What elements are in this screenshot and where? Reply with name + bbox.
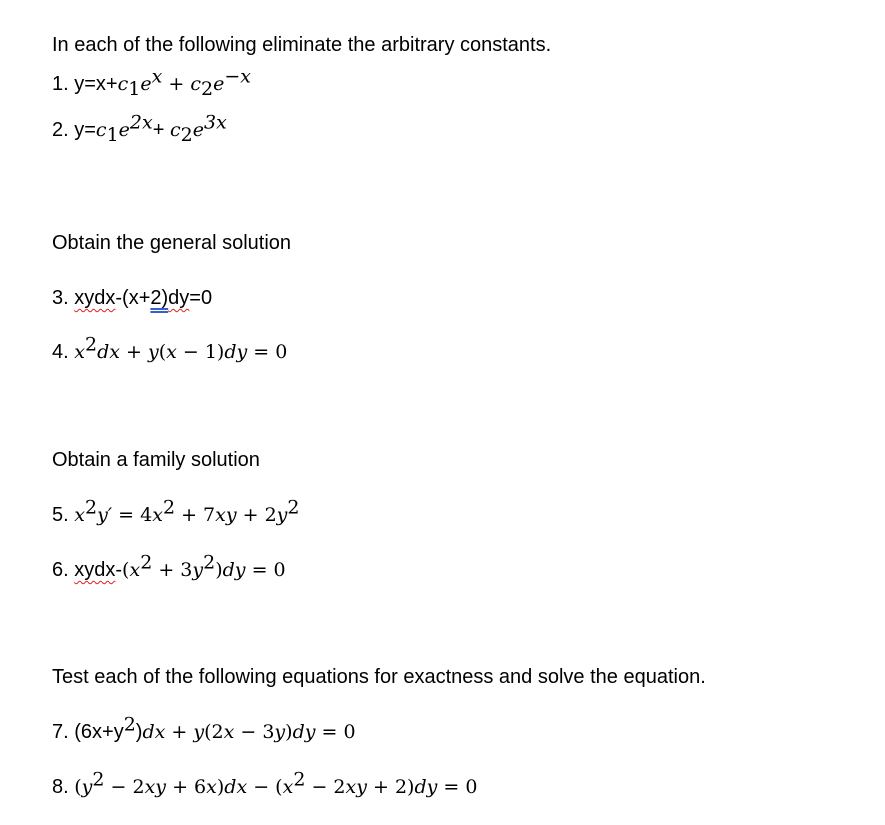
math-script: 2 bbox=[162, 496, 176, 519]
math-script: 2 bbox=[92, 768, 105, 791]
text-segment: ( bbox=[74, 776, 82, 798]
text-segment: 6. bbox=[52, 559, 75, 581]
text-segment: x bbox=[152, 504, 163, 526]
text-segment: ) bbox=[216, 776, 225, 798]
text-segment: 2. y= bbox=[52, 119, 96, 141]
text-segment: + 2) bbox=[366, 776, 415, 798]
text-segment: − 3 bbox=[234, 721, 275, 743]
text-segment: + bbox=[165, 721, 194, 743]
text-segment: c bbox=[117, 73, 129, 95]
text-segment: + bbox=[162, 73, 191, 95]
text-segment: ) bbox=[285, 721, 293, 743]
heading-general bbox=[52, 231, 291, 255]
math-script: 1 bbox=[106, 124, 119, 146]
text-segment: c bbox=[95, 119, 107, 141]
math-script: 2 bbox=[287, 496, 300, 519]
heading-family bbox=[52, 448, 260, 472]
text-segment: In each of the following eliminate the arbitrary constants. bbox=[52, 34, 552, 56]
text-segment: − 2 bbox=[104, 776, 145, 798]
text-segment: xydx bbox=[74, 559, 116, 581]
text-segment: dx bbox=[142, 721, 166, 743]
text-segment: xy bbox=[215, 504, 237, 526]
text-segment: 2) bbox=[150, 287, 169, 309]
text-segment: xydx bbox=[74, 287, 116, 309]
text-segment: Test each of the following equations for exactness and solve the equation. bbox=[52, 666, 706, 688]
math-script: 2 bbox=[84, 333, 98, 356]
text-segment: = 4 bbox=[112, 504, 153, 526]
math-script: 3x bbox=[203, 111, 227, 134]
text-segment: = 0 bbox=[247, 341, 288, 363]
text-segment: + bbox=[119, 341, 148, 363]
text-segment: ) bbox=[215, 559, 223, 581]
text-segment: 7. (6x+y bbox=[52, 721, 124, 743]
text-segment: 3. bbox=[52, 287, 75, 309]
text-segment: y bbox=[276, 504, 288, 526]
problem-5 bbox=[52, 496, 300, 527]
heading-exactness bbox=[52, 665, 706, 689]
math-script: 2 bbox=[123, 713, 136, 736]
problem-8 bbox=[52, 768, 478, 799]
text-segment: c bbox=[190, 73, 201, 95]
text-segment: 4. bbox=[52, 341, 75, 363]
text-segment: ) bbox=[135, 721, 143, 743]
text-segment: =0 bbox=[189, 287, 213, 309]
text-segment: x bbox=[74, 504, 85, 526]
text-segment: ( bbox=[122, 559, 130, 581]
text-segment: e bbox=[192, 119, 204, 141]
math-script: 2 bbox=[203, 551, 216, 574]
text-segment: − ( bbox=[247, 776, 283, 798]
problem-6 bbox=[52, 551, 286, 582]
text-segment: + 6 bbox=[166, 776, 207, 798]
text-segment: y bbox=[147, 341, 159, 363]
problem-3 bbox=[52, 286, 212, 310]
text-segment: Obtain the general solution bbox=[52, 232, 292, 254]
text-segment: - bbox=[115, 559, 123, 581]
math-script: 2 bbox=[140, 551, 153, 574]
math-script: −x bbox=[224, 65, 251, 88]
text-segment: dx bbox=[224, 776, 248, 798]
text-segment: y bbox=[274, 721, 286, 743]
text-segment: x bbox=[129, 559, 141, 581]
math-script: 2x bbox=[129, 111, 153, 134]
problem-4 bbox=[52, 333, 288, 364]
math-script: x bbox=[151, 65, 163, 88]
text-segment: + bbox=[152, 119, 170, 141]
problem-7 bbox=[52, 713, 356, 744]
text-segment: dy bbox=[292, 721, 316, 743]
math-script: 2 bbox=[200, 78, 214, 100]
text-segment: + 3 bbox=[152, 559, 193, 581]
text-segment: e bbox=[140, 73, 152, 95]
text-segment: e bbox=[213, 73, 225, 95]
text-segment: x bbox=[223, 721, 235, 743]
text-segment: y bbox=[192, 559, 204, 581]
text-segment: − 1) bbox=[176, 341, 225, 363]
text-segment: xy bbox=[345, 776, 367, 798]
text-segment: dx bbox=[97, 341, 120, 363]
text-segment: y bbox=[81, 776, 93, 798]
text-segment: Obtain a family solution bbox=[52, 449, 260, 471]
text-segment: 5. bbox=[52, 504, 75, 526]
text-segment: y bbox=[193, 721, 205, 743]
text-segment: x bbox=[166, 341, 177, 363]
text-segment: 8. bbox=[52, 776, 75, 798]
text-segment: x bbox=[74, 341, 85, 363]
math-script: 1 bbox=[128, 78, 141, 100]
math-script: 2 bbox=[293, 768, 306, 791]
text-segment: c bbox=[169, 119, 181, 141]
text-segment: 1. y=x+ bbox=[52, 73, 118, 95]
text-segment: + 2 bbox=[236, 504, 277, 526]
text-segment: x bbox=[282, 776, 294, 798]
math-script: 2 bbox=[84, 496, 98, 519]
text-segment: (2 bbox=[204, 721, 224, 743]
text-segment: dy bbox=[168, 287, 190, 309]
math-script: 2 bbox=[180, 124, 193, 146]
text-segment: xy bbox=[144, 776, 167, 798]
text-segment: = 0 bbox=[315, 721, 356, 743]
text-segment: e bbox=[118, 119, 130, 141]
text-segment: dy bbox=[414, 776, 438, 798]
text-segment: x bbox=[206, 776, 217, 798]
heading-eliminate bbox=[52, 33, 551, 57]
text-segment: + 7 bbox=[175, 504, 216, 526]
text-segment: = 0 bbox=[245, 559, 286, 581]
text-segment: y′ bbox=[97, 504, 113, 526]
problem-1 bbox=[52, 65, 251, 100]
text-segment: = 0 bbox=[437, 776, 478, 798]
text-segment: − 2 bbox=[305, 776, 346, 798]
problem-2 bbox=[52, 111, 227, 146]
text-segment: ( bbox=[158, 341, 167, 363]
text-segment: dy bbox=[222, 559, 246, 581]
text-segment: dy bbox=[224, 341, 248, 363]
text-segment: -(x+ bbox=[115, 287, 151, 309]
